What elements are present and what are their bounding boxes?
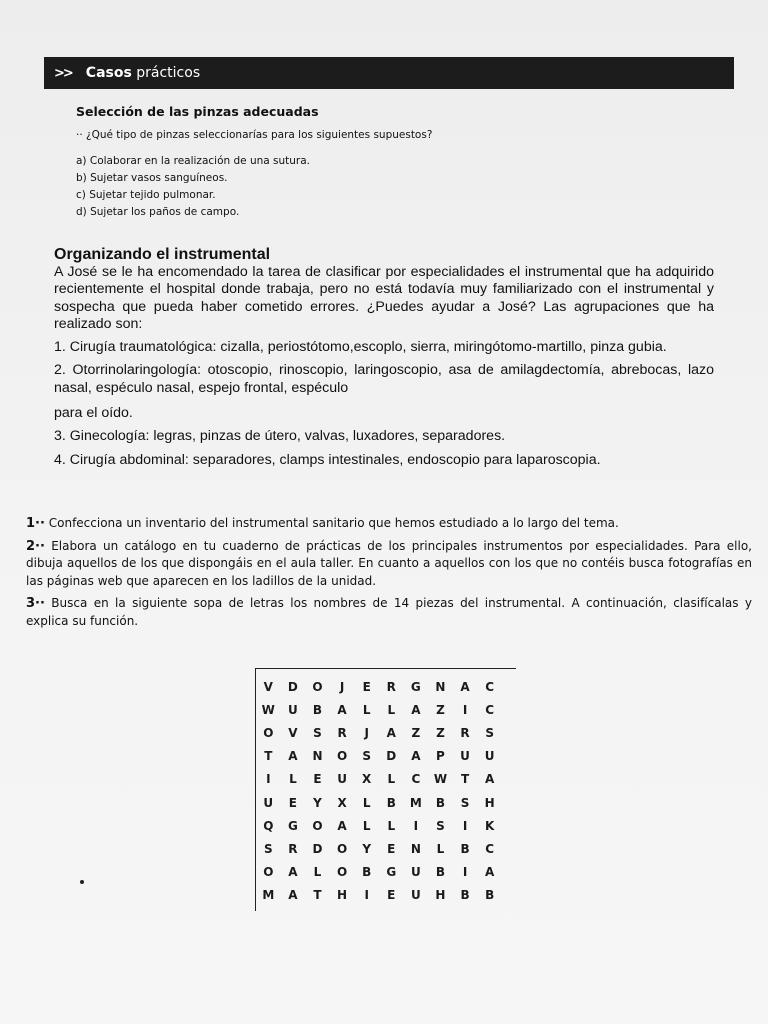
word-search-cell: T <box>460 772 470 787</box>
word-search-cell: U <box>410 888 421 903</box>
word-search-row <box>256 675 516 698</box>
activity-text: Confecciona un inventario del instrumental sanitario que hemos estudiado a lo largo del tema. <box>44 516 619 530</box>
organizing-intro: A José se le ha encomendado la tarea de clasificar por especialidades el instrumental que ha adquirido recientemente el hospital donde trabaja, pero no está todavía muy familiarizado con el instrumental y sospecha que pueda haber cometido errores. ¿Puedes ayudar a José? Las agrupaciones que ha realizado son: <box>54 264 714 332</box>
word-search-cell: I <box>266 772 271 787</box>
word-search-cell: W <box>261 702 275 717</box>
word-search-cell: C <box>485 702 495 717</box>
word-search-cell: I <box>462 818 468 833</box>
activity-number: 3·· <box>26 596 45 611</box>
word-search-cell: C <box>411 772 421 787</box>
word-search-cell: A <box>288 888 298 903</box>
word-search-cell: M <box>262 888 275 903</box>
cases-heading: Selección de las pinzas adecuadas <box>76 104 319 119</box>
word-search-cell: A <box>460 679 470 694</box>
word-search-cell: L <box>289 772 297 787</box>
word-search-row <box>256 791 516 814</box>
word-search-cell: L <box>362 702 371 717</box>
word-search-cell: L <box>362 795 371 810</box>
list-item: c) Sujetar tejido pulmonar. <box>76 189 216 201</box>
word-search-cell: S <box>362 749 371 764</box>
word-search-cell: C <box>485 841 495 856</box>
word-search-cell: N <box>435 679 446 694</box>
word-search-cell: U <box>460 749 470 764</box>
word-search-cell: O <box>263 865 274 880</box>
word-search-cell: X <box>362 772 372 787</box>
word-search-cell: O <box>336 749 348 764</box>
word-search-cell: D <box>312 841 323 856</box>
word-search-cell: S <box>460 795 470 810</box>
word-search-row <box>256 745 516 768</box>
word-search-cell: P <box>436 749 445 764</box>
word-search-cell: V <box>288 725 298 740</box>
list-item: a) Colaborar en la realización de una sutura. <box>76 155 311 167</box>
word-search-cell: I <box>364 888 369 903</box>
word-search-row <box>256 721 516 744</box>
section-title-light: prácticos <box>131 65 201 81</box>
word-search-cell: C <box>485 679 495 694</box>
organizing-item-3: 3. Ginecología: legras, pinzas de útero, valvas, luxadores, separadores. <box>54 428 506 445</box>
word-search-cell: O <box>336 841 348 856</box>
word-search-cell: N <box>410 841 421 856</box>
word-search-cell: U <box>410 865 421 880</box>
word-search-cell: B <box>435 795 446 810</box>
section-header-bar <box>44 57 734 89</box>
word-search-cell: S <box>263 841 273 856</box>
word-search-cell: X <box>337 795 347 810</box>
activity-3 <box>26 595 752 630</box>
organizing-item-2-continued: para el oído. <box>54 405 133 422</box>
double-chevron-icon: >> <box>54 65 72 81</box>
word-search-cell: L <box>387 818 396 833</box>
word-search-cell: J <box>364 725 369 740</box>
word-search-cell: I <box>462 865 468 880</box>
stray-dot <box>80 880 84 884</box>
list-item: d) Sujetar los paños de campo. <box>76 206 240 218</box>
organizing-item-1: 1. Cirugía traumatológica: cizalla, periostótomo,escoplo, sierra, miringótomo-martillo, pinza gubia. <box>54 339 667 356</box>
word-search-cell: L <box>387 772 396 787</box>
word-search-cell: I <box>462 702 468 717</box>
word-search-cell: E <box>313 772 322 787</box>
word-search-cell: Q <box>263 818 274 833</box>
activity-2 <box>26 538 752 591</box>
organizing-title: Organizando el instrumental <box>54 246 271 263</box>
cases-list <box>76 153 716 221</box>
word-search-cell: K <box>484 818 495 833</box>
word-search-row <box>256 884 516 907</box>
word-search-cell: D <box>287 679 298 694</box>
activity-number: 1·· <box>26 516 45 531</box>
word-search-cell: B <box>312 702 323 717</box>
word-search-cell: B <box>460 841 470 856</box>
word-search-cell: B <box>386 795 396 810</box>
word-search-cell: H <box>337 888 348 903</box>
cases-question: ·· ¿Qué tipo de pinzas seleccionarías para los siguientes supuestos? <box>76 129 433 141</box>
word-search-cell: H <box>435 888 446 903</box>
word-search-cell: D <box>386 749 397 764</box>
word-search-cell: O <box>312 679 323 694</box>
word-search-cell: U <box>288 702 298 717</box>
word-search-cell: E <box>387 888 396 903</box>
word-search-cell: U <box>263 795 274 810</box>
word-search-cell: U <box>337 772 347 787</box>
word-search-cell: I <box>413 818 419 833</box>
section-title-bold: Casos <box>85 65 132 81</box>
word-search-row <box>256 814 516 837</box>
activities-section <box>26 515 752 635</box>
word-search-cell: N <box>312 749 323 764</box>
word-search-cell: Z <box>436 725 445 740</box>
word-search-cell: A <box>288 749 298 764</box>
section-title <box>86 65 200 81</box>
word-search-cell: L <box>362 818 371 833</box>
word-search-cell: A <box>386 725 396 740</box>
activity-1 <box>26 515 752 533</box>
organizing-item-4: 4. Cirugía abdominal: separadores, clamps intestinales, endoscopio para laparoscopia. <box>54 451 601 468</box>
list-item: b) Sujetar vasos sanguíneos. <box>76 172 228 184</box>
word-search-cell: A <box>484 772 495 787</box>
organizing-section <box>54 246 714 475</box>
word-search-row <box>256 768 516 791</box>
word-search-cell: L <box>436 841 445 856</box>
organizing-item-2: 2. Otorrinolaringología: otoscopio, rinoscopio, laringoscopio, asa de amilagdectomía, abrebocas, lazo nasal, espéculo nasal, espejo frontal, espéculo <box>54 362 714 396</box>
word-search-row <box>256 698 516 721</box>
word-search-cell: B <box>362 865 372 880</box>
word-search-cell: E <box>288 795 297 810</box>
activity-text: Elabora un catálogo en tu cuaderno de prácticas de los principales instrumentos por especialidades. Para ello, dibuja aquellos de los que dispongáis en el aula taller. En cuanto a aquellos con los que no contéis busca fotografías en las páginas web que aparecen en los ladillos de la unidad. <box>26 538 752 588</box>
word-search-row <box>256 861 516 884</box>
word-search-cell: B <box>460 888 470 903</box>
word-search-cell: E <box>362 679 371 694</box>
word-search-cell: W <box>433 772 448 787</box>
activity-number: 2·· <box>26 538 45 554</box>
word-search-cell: R <box>460 725 470 740</box>
word-search-cell: T <box>264 749 273 764</box>
practical-cases-box <box>76 104 716 221</box>
word-search-cell: O <box>263 725 274 740</box>
word-search-cell: Z <box>411 725 421 740</box>
word-search-cell: A <box>288 865 298 880</box>
word-search-cell: A <box>484 865 495 880</box>
word-search-cell: G <box>410 679 421 694</box>
word-search-row <box>256 837 516 860</box>
word-search-cell: O <box>312 818 323 833</box>
word-search-cell: S <box>313 725 322 740</box>
word-search-cell: R <box>288 841 298 856</box>
word-search-cell: B <box>435 865 446 880</box>
word-search-cell: Y <box>313 795 322 810</box>
word-search-cell: O <box>336 865 348 880</box>
word-search-cell: H <box>484 795 495 810</box>
word-search-cell: G <box>386 865 397 880</box>
word-search-cell: M <box>409 795 422 810</box>
word-search-cell: L <box>387 702 396 717</box>
word-search-cell: Y <box>362 841 372 856</box>
word-search-cell: S <box>436 818 445 833</box>
word-search-cell: A <box>337 702 347 717</box>
word-search-cell: R <box>337 725 347 740</box>
word-search-cell: A <box>411 749 421 764</box>
word-search-grid <box>255 668 516 911</box>
word-search-cell: E <box>387 841 396 856</box>
word-search-cell: Z <box>436 702 445 717</box>
word-search-cell: R <box>386 679 396 694</box>
word-search-cell: L <box>313 865 322 880</box>
word-search-cell: T <box>313 888 322 903</box>
activity-text: Busca en la siguiente sopa de letras los nombres de 14 piezas del instrumental. A continuación, clasifícalas y explica su función. <box>26 596 752 628</box>
word-search-cell: S <box>485 725 494 740</box>
word-search-cell: V <box>263 679 273 694</box>
word-search-cell: A <box>337 818 347 833</box>
word-search-cell: G <box>287 818 298 833</box>
word-search-cell: J <box>339 679 345 694</box>
word-search-cell: B <box>485 888 495 903</box>
word-search-cell: A <box>411 702 421 717</box>
word-search-cell: U <box>484 749 495 764</box>
